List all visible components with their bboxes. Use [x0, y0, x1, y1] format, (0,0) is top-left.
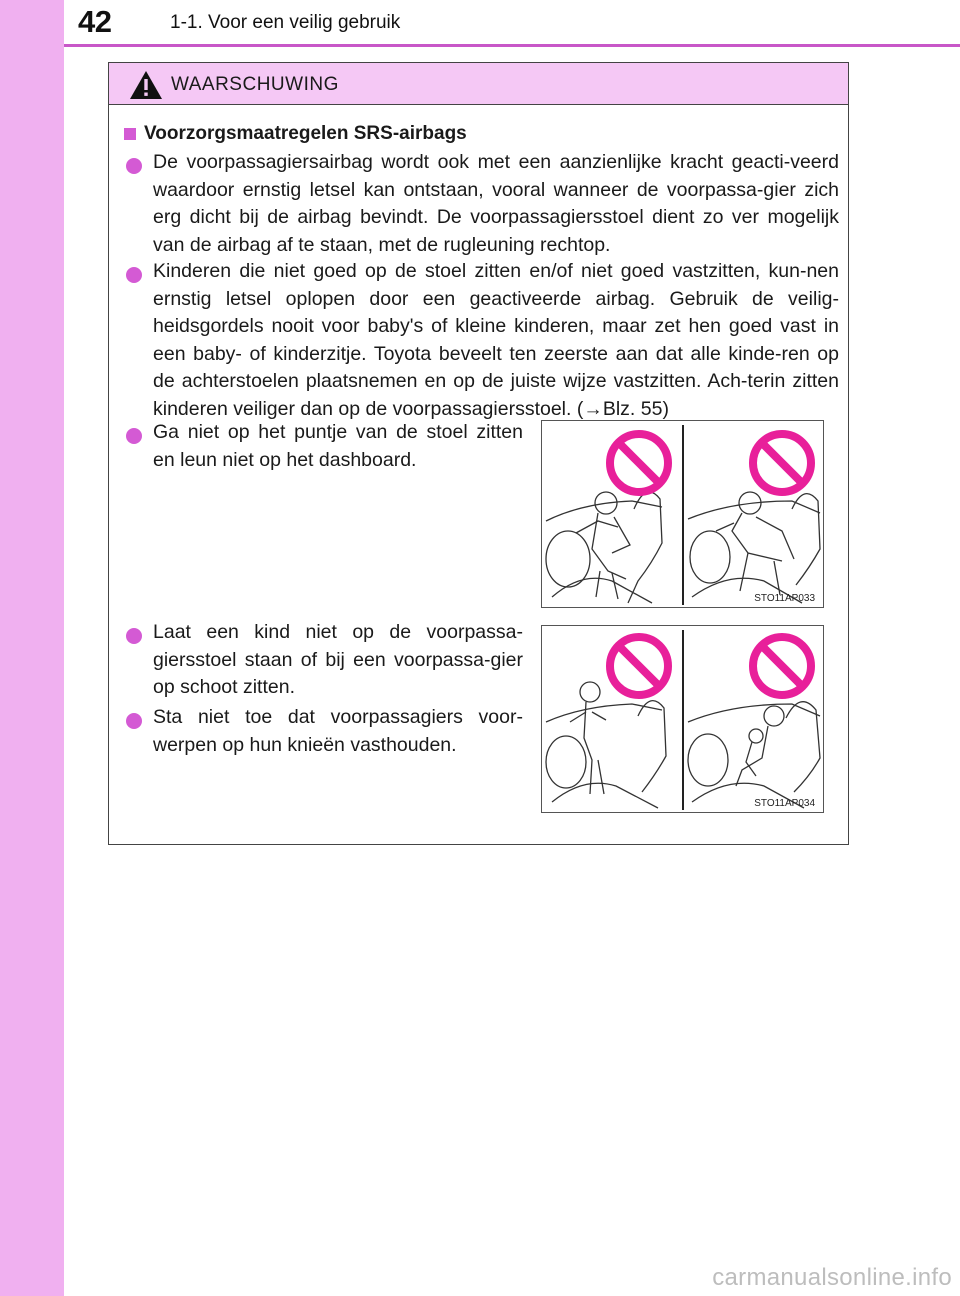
- round-bullet-icon: [126, 713, 142, 729]
- bullet-text: Sta niet toe dat voorpassagiers voor-werpen op hun knieën vasthouden.: [153, 706, 523, 756]
- prohibition-icon: [753, 637, 811, 695]
- warning-box: [108, 62, 849, 845]
- subheading: [121, 123, 467, 145]
- warning-header: [109, 63, 848, 105]
- subheading-text: Voorzorgsmaatregelen SRS-airbags: [144, 123, 467, 144]
- bullet-text: Kinderen die niet goed op de stoel zitten en/of niet goed vastzitten, kun-nen ernstig letsel oplopen door een geactiveerde airbag. Gebruik de veilig-heidsgordels nooit voor baby's of kleine kinderen, maar zet hen goed vast in een baby- of kinderzitje. Toyota beveelt ten zeerste aan dat alle kinde-ren op de achterstoelen plaatsnemen en op de juiste wijze vastzitten. Ach-terin zitten kinderen veiliger dan op de voorpassagiersstoel. (→Blz. 55): [153, 260, 839, 420]
- round-bullet-icon: [126, 628, 142, 644]
- site-watermark: carmanualsonline.info: [712, 1264, 952, 1291]
- bullet-text: De voorpassagiersairbag wordt ook met een aanzienlijke kracht geacti-veerd waardoor ernstig letsel kan ontstaan, vooral wanneer de voorpassa-gier zich erg dicht bij de airbag bevindt. De voorpassagiersstoel dient zo ver mogelijk van de airbag af te staan, met de rugleuning rechtop.: [153, 151, 839, 256]
- bullet-text: Laat een kind niet op de voorpassa-giersstoel staan of bij een voorpassa-gier op schoot zitten.: [153, 621, 523, 698]
- round-bullet-icon: [126, 428, 142, 444]
- prohibition-icon: [610, 434, 668, 492]
- illustration-child-on-seat: [542, 626, 824, 813]
- round-bullet-icon: [126, 158, 142, 174]
- illustration-passenger-near-airbag: [542, 421, 824, 608]
- warning-label: WAARSCHUWING: [171, 74, 339, 95]
- figure-caption: STO11AP034: [754, 798, 815, 809]
- figure-caption: STO11AP033: [754, 593, 815, 604]
- warning-triangle-icon: [129, 70, 163, 100]
- header-rule: [64, 44, 960, 47]
- figure-leaning-passenger: [541, 420, 824, 608]
- page-number: 42: [78, 4, 112, 39]
- page-margin-stripe: [0, 0, 64, 1296]
- section-title: 1-1. Voor een veilig gebruik: [170, 12, 401, 33]
- square-bullet-icon: [124, 128, 136, 140]
- bullet-text: Ga niet op het puntje van de stoel zitten en leun niet op het dashboard.: [153, 421, 523, 471]
- prohibition-icon: [610, 637, 668, 695]
- prohibition-icon: [753, 434, 811, 492]
- round-bullet-icon: [126, 267, 142, 283]
- figure-child-passenger: [541, 625, 824, 813]
